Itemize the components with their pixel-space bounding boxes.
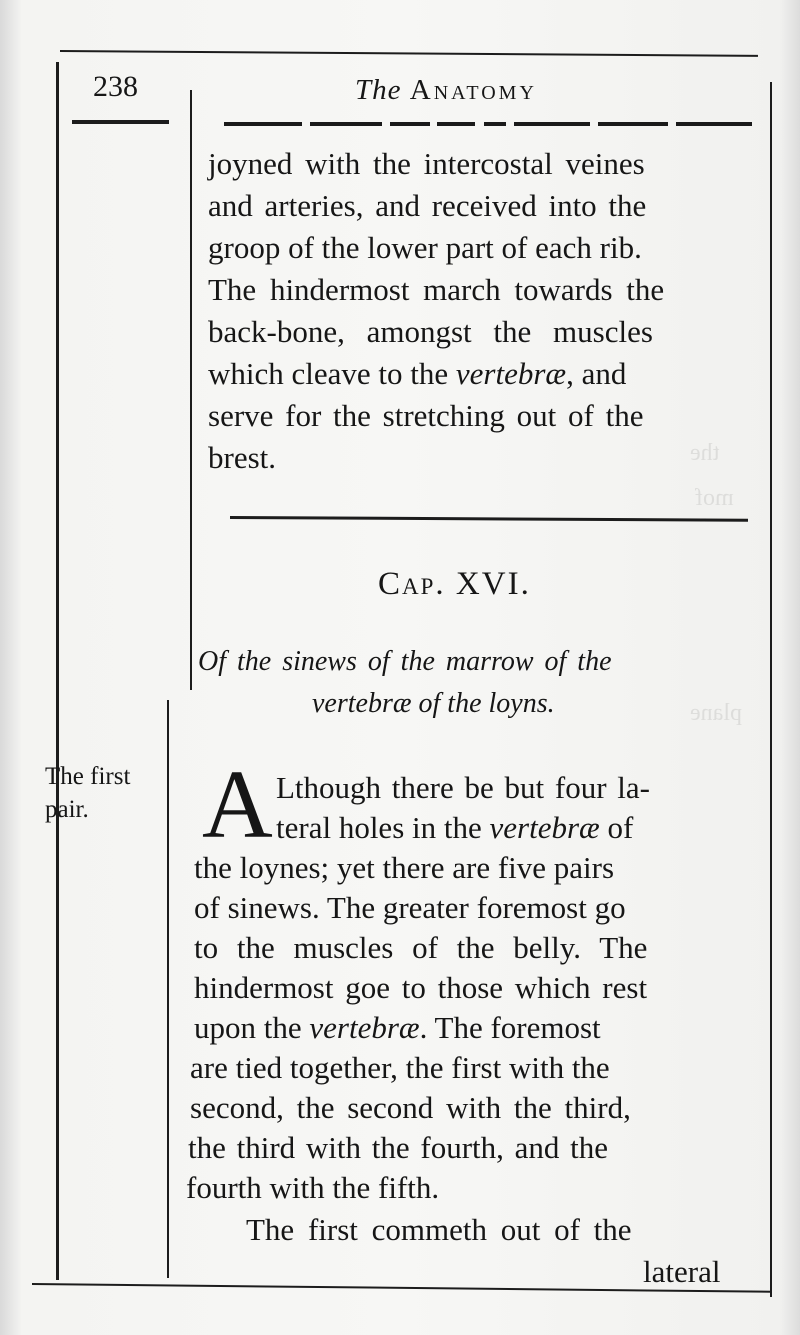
body-line: are tied together, the first with the — [190, 1050, 610, 1085]
page-number: 238 — [93, 70, 138, 103]
show-through: plane — [690, 700, 742, 726]
header-rule — [514, 122, 590, 126]
chapter-subtitle-line: Of the sinews of the marrow of the — [198, 646, 612, 677]
body-line: fourth with the fifth. — [186, 1170, 440, 1205]
chapter-subtitle-line: vertebræ of the loyns. — [312, 688, 555, 719]
text-run: . The foremost — [419, 1010, 601, 1045]
body-line — [194, 1012, 601, 1043]
body-line: the loynes; yet there are five pairs — [194, 850, 615, 885]
body-line: hindermost goe to those which rest — [194, 970, 648, 1005]
marginal-note — [45, 760, 130, 826]
gutter-rule-lower — [167, 700, 169, 1278]
catchword: lateral — [643, 1254, 721, 1289]
header-rule — [598, 122, 668, 126]
folio-underline — [72, 120, 169, 124]
body-line: joyned with the intercostal veines — [208, 146, 645, 181]
drop-cap: A — [202, 751, 273, 859]
marginal-note-line: The first — [45, 763, 131, 790]
header-rule — [484, 122, 506, 126]
latin-term: vertebræ — [309, 1010, 420, 1045]
body-line: the third with the fourth, and the — [188, 1130, 609, 1165]
text-run: , and — [566, 356, 627, 391]
running-head — [355, 74, 537, 107]
header-rule — [390, 122, 430, 126]
chapter-heading: Cap. XVI. — [378, 566, 531, 602]
show-through: the — [690, 440, 720, 466]
body-line: The hindermost march towards the — [208, 272, 665, 307]
body-line: groop of the lower part of each rib. — [208, 230, 642, 265]
header-rule — [676, 122, 752, 126]
running-head-title: Anatomy — [409, 74, 537, 106]
body-line: to the muscles of the belly. The — [194, 930, 648, 965]
frame-right-rule — [770, 82, 772, 1297]
latin-term: vertebræ — [489, 810, 600, 845]
chapter-divider — [230, 516, 748, 522]
marginal-note-line: pair. — [45, 796, 89, 823]
frame-left-rule — [56, 62, 59, 1280]
running-head-prefix: The — [355, 74, 402, 106]
header-rule — [310, 122, 382, 126]
text-run: teral holes in the — [276, 810, 490, 845]
text-run: upon the — [194, 1010, 310, 1045]
gutter-rule-upper — [190, 90, 192, 690]
body-line: second, the second with the third, — [190, 1090, 631, 1125]
latin-term: vertebræ — [455, 356, 567, 391]
body-line — [276, 812, 633, 843]
text-run: of — [599, 810, 634, 845]
header-rule — [224, 122, 302, 126]
body-line: back-bone, amongst the muscles — [208, 314, 653, 349]
body-line: of sinews. The greater foremost go — [194, 890, 626, 925]
body-line: serve for the stretching out of the — [208, 398, 644, 433]
show-through: mof — [695, 485, 734, 511]
body-line: brest. — [208, 440, 277, 475]
body-line: and arteries, and received into the — [208, 188, 647, 223]
body-line — [208, 358, 626, 389]
frame-top-rule — [60, 50, 758, 57]
body-line: Lthough there be but four la- — [276, 770, 650, 805]
header-rule — [437, 122, 475, 126]
body-line: The first commeth out of the — [246, 1212, 632, 1247]
text-run: which cleave to the — [208, 356, 456, 391]
